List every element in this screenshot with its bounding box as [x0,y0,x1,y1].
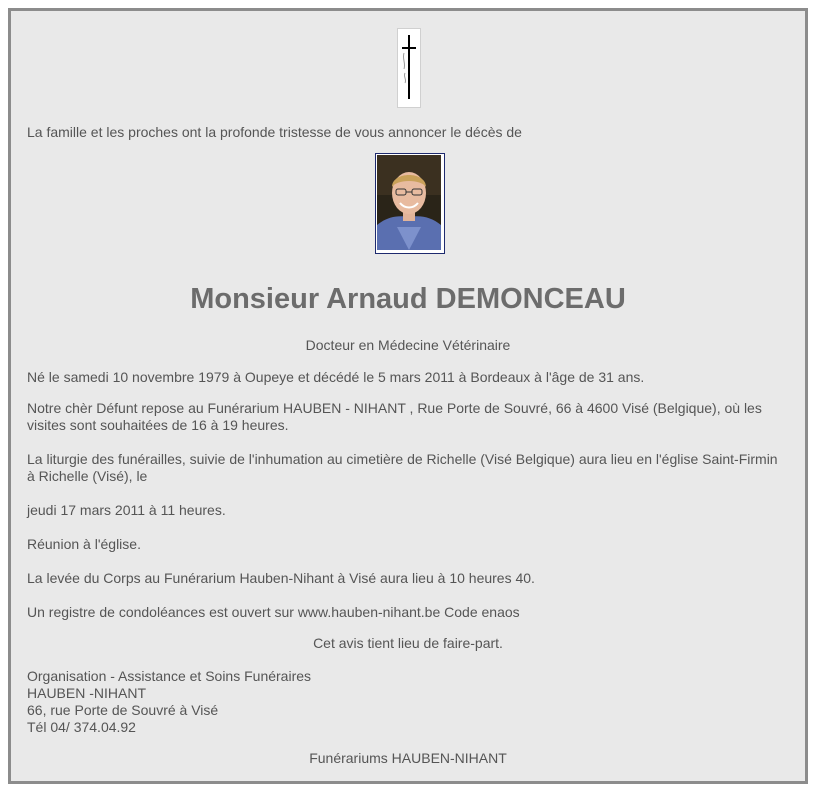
birth-death-text: Né le samedi 10 novembre 1979 à Oupeye et décédé le 5 mars 2011 à Bordeaux à l'âge de 31 ans. [27,369,645,385]
deceased-name: Monsieur Arnaud DEMONCEAU [190,283,626,315]
meeting-text: Réunion à l'église. [27,536,141,552]
profession-title: Docteur en Médecine Vétérinaire [305,337,511,353]
ceremony-date: jeudi 17 mars 2011 à 11 heures. [27,502,226,518]
rest-text: Notre chèr Défunt repose au Funérarium HAUBEN - NIHANT , Rue Porte de Souvré, 66 à 4600 Visé (Belgique), où les visites sont souhaitées de 16 à 19 heures. [27,400,762,433]
organisation-line-1: Organisation - Assistance et Soins Funéraires [27,668,312,684]
cross-icon [397,28,421,108]
organisation-line-4: Tél 04/ 374.04.92 [27,719,136,735]
register-text: Un registre de condoléances est ouvert sur www.hauben-nihant.be Code enaos [27,604,520,620]
organisation-line-2: HAUBEN -NIHANT [27,685,147,701]
levee-text: La levée du Corps au Funérarium Hauben-Nihant à Visé aura lieu à 10 heures 40. [27,570,535,586]
organisation-line-3: 66, rue Porte de Souvré à Visé [27,702,219,718]
liturgy-text: La liturgie des funérailles, suivie de l'inhumation au cimetière de Richelle (Visé Belgique) aura lieu en l'église Saint-Firmin à Richelle (Visé), le [27,451,778,484]
intro-text: La famille et les proches ont la profonde tristesse de vous annoncer le décès de [27,124,522,140]
obituary-panel [8,8,808,784]
footer-text: Funérariums HAUBEN-NIHANT [309,750,507,766]
portrait-photo [375,153,445,254]
notice-text: Cet avis tient lieu de faire-part. [313,635,503,651]
